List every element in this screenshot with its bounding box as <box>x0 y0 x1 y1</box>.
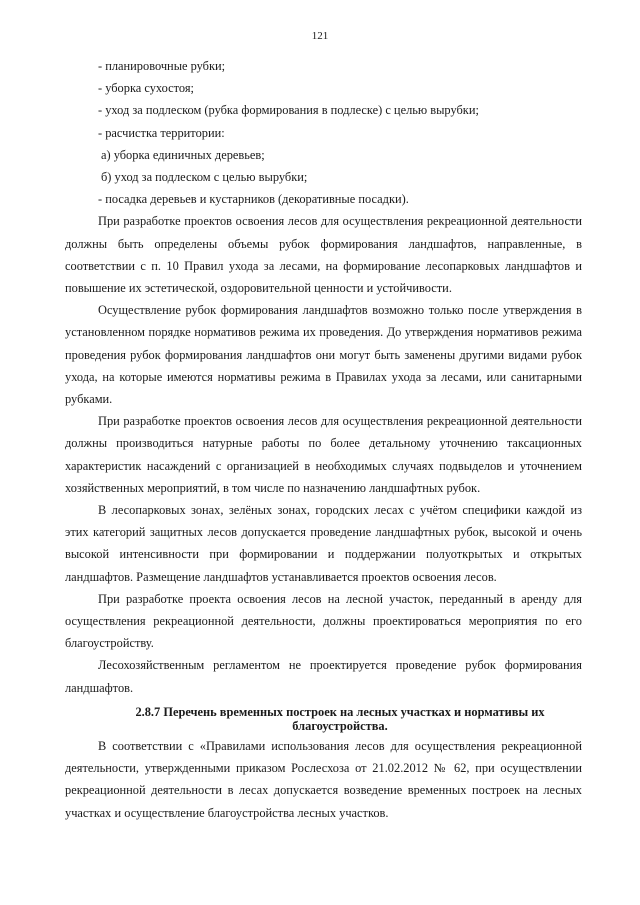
list-item: - уход за подлеском (рубка формирования в подлеске) с целью вырубки; <box>98 103 479 118</box>
list-item: - посадка деревьев и кустарников (декоративные посадки). <box>98 192 409 207</box>
paragraph: При разработке проектов освоения лесов для осуществления рекреационной деятельности должны производиться натурные работы по более детальному уточнению таксационных характеристик насаждений с организацией в необходимых случаях подвыделов и уточнением хозяйственных мероприятий, в том числе по назначению ландшафтных рубок. <box>65 414 582 495</box>
paragraph: В соответствии с «Правилами использования лесов для осуществления рекреационной деятельности, утвержденными приказом Рослесхоза от 21.02.2012 № 62, при осуществлении рекреационной деятельности в лесах допускается возведение временных построек на лесных участках и осуществление благоустройства лесных участков. <box>65 738 582 820</box>
page-content <box>65 55 582 824</box>
paragraph: При разработке проекта освоения лесов на лесной участок, переданный в аренду для осуществления рекреационной деятельности, должны проектироваться мероприятия по его благоустройству. <box>65 591 582 651</box>
sub-list-item: б) уход за подлеском с целью вырубки; <box>101 170 308 185</box>
paragraphs-after-heading <box>65 735 582 824</box>
list-item: - планировочные рубки; <box>98 59 226 73</box>
list-item: - расчистка территории: <box>98 125 225 140</box>
paragraph: Лесохозяйственным регламентом не проектируется проведение рубок формирования ландшафтов. <box>65 658 582 695</box>
paragraphs-before-heading <box>65 210 582 698</box>
section-heading: 2.8.7 Перечень временных построек на лесных участках и нормативы их благоустройства. <box>135 704 545 733</box>
paragraph: Осуществление рубок формирования ландшафтов возможно только после утверждения в установленном порядке нормативов режима их проведения. До утверждения нормативов режима проведения рубок формирования ландшафтов они могут быть заменены другими видами рубок ухода, на которые имеются нормативы режима в Правилах ухода за лесами, или санитарными рубками. <box>65 303 582 407</box>
list-item: - уборка сухостоя; <box>98 81 194 96</box>
page-number: 121 <box>311 30 329 42</box>
sub-list-item: а) уборка единичных деревьев; <box>101 147 265 162</box>
paragraph: При разработке проектов освоения лесов для осуществления рекреационной деятельности должны быть определены объемы рубок формирования ландшафтов, направленные, в соответствии с п. 10 Правил ухода за лесами, на формирование лесопарковых ландшафтов и повышение их эстетической, оздоровительной ценности и устойчивости. <box>65 214 582 296</box>
bullet-list <box>98 55 582 210</box>
paragraph: В лесопарковых зонах, зелёных зонах, городских лесах с учётом специфики каждой из этих категорий защитных лесов допускается проведение ландшафтных рубок, высокой и очень высокой интенсивности при формировании и поддержании полуоткрытых и открытых ландшафтов. Размещение ландшафтов устанавливается проектов освоения лесов. <box>65 503 582 584</box>
